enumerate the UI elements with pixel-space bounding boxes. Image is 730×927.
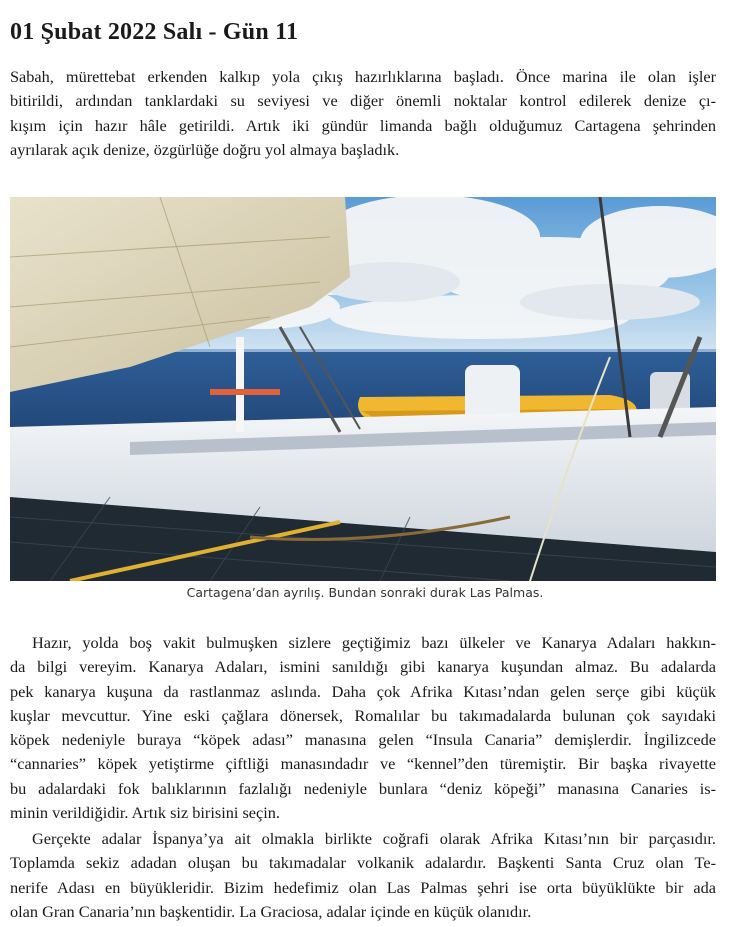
text-line: da bilgi vereyim. Kanarya Adaları, ismini sanıldığı gibi kanarya kuşundan almaz. Bu adalarda [10,657,716,677]
text-line: Toplamda sekiz adadan oluşan bu takımadalar volkanik adalardır. Başkenti Santa Cruz olan Te- [10,853,716,873]
sailing-catamaran-photo [10,197,716,581]
text-line: kışım için hazır hâle getirildi. Artık iki gündür limanda bağlı olduğumuz Cartagena şehrinden [10,115,716,135]
text-line: pek kanarya kuşuna da rastlanmaz aslında. Daha çok Afrika Kıtası’ndan gelen serçe gibi küçük [10,681,716,701]
text-line: köpek nedeniyle buraya “köpek adası” manasına gelen “Insula Canaria” demişlerdir. İngilizcede [10,730,716,750]
text-line: ayrılarak açık denize, özgürlüğe doğru yol almaya başladık. [10,139,400,159]
paragraph-canary-islands-geography [10,827,716,924]
text-line: bitirildi, ardından tanklardaki su seviyesi ve diğer önemli noktalar kontrol edilerek denize çı- [10,91,716,111]
text-line: olan Gran Canaria’nın başkentidir. La Graciosa, adalar içinde en küçük olanıdır. [10,901,532,921]
text-line: bu adalardaki fok balıklarının fazlalığı nedeniyle bunlara “deniz köpeği” manasına Canaries is- [10,778,716,798]
text-line: Gerçekte adalar İspanya’ya ait olmakla birlikte coğrafi olarak Afrika Kıtası’nın bir parçasıdır. [32,829,716,848]
text-line: kuşlar mevcuttur. Yine eski çağlara dönersek, Romalılar bu takımadalarda bulunan çok sayıdaki [10,705,716,725]
page-title: 01 Şubat 2022 Salı - Gün 11 [10,19,299,45]
text-line: Hazır, yolda boş vakit bulmuşken sizlere geçtiğimiz bazı ülkeler ve Kanarya Adaları hakkın- [32,633,716,652]
text-line: nerife Adası en büyükleridir. Bizim hedefimiz olan Las Palmas şehri ise orta büyüklükte bir ada [10,877,716,897]
text-line: “cannaries” köpek yetiştirme çiftliği manasındadır ve “kennel”den türemiştir. Bir başka rivayette [10,754,716,774]
photo-caption: Cartagena’dan ayrılış. Bundan sonraki durak Las Palmas. [186,585,544,600]
paragraph-intro [10,65,716,162]
paragraph-canary-islands-name [10,631,716,825]
text-line: minin verildiğidir. Artık siz birisini seçin. [10,803,280,823]
text-line: Sabah, mürettebat erkenden kalkıp yola çıkış hazırlıklarına başladı. Önce marina ile olan işler [10,67,716,86]
